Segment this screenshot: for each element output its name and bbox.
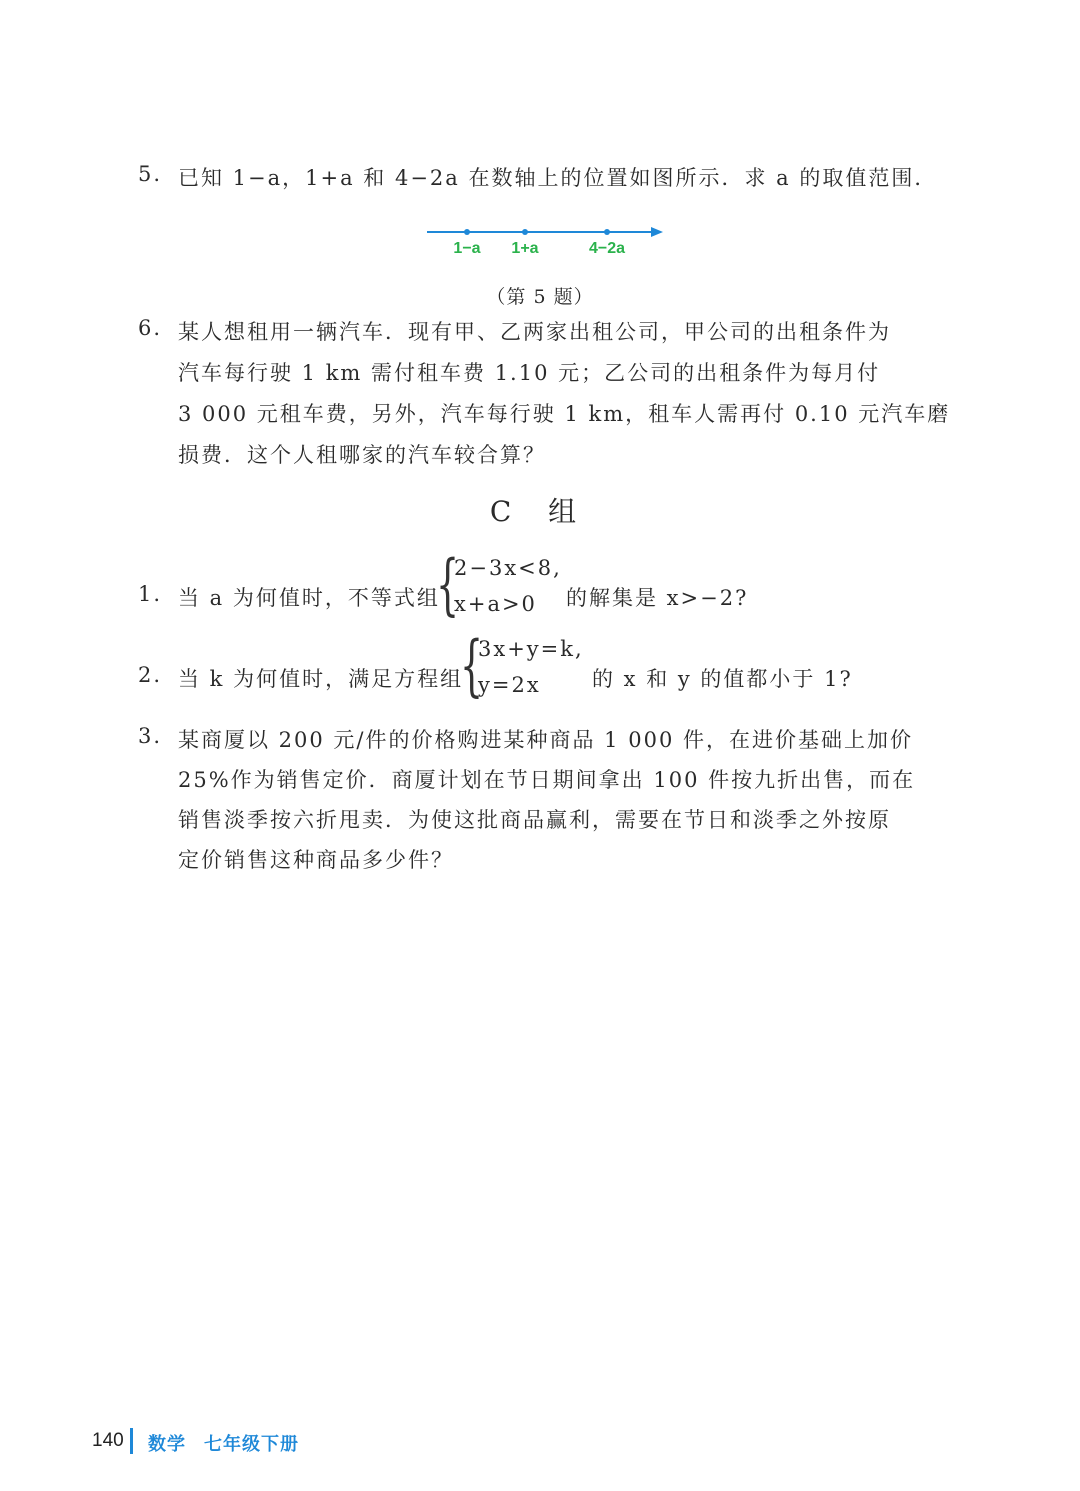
- page-number: 140: [92, 1430, 124, 1451]
- section-title: C 组: [489, 495, 591, 528]
- point-1-minus-a: [464, 229, 470, 235]
- question-c2: [138, 627, 858, 723]
- system-line-2: x+a>0: [454, 592, 537, 616]
- system-line-1: 2−3x<8,: [454, 556, 562, 580]
- question-line: 某商厦以 200 元/件的价格购进某种商品 1 000 件，在进价基础上加价: [178, 728, 913, 752]
- footer-subject: 数学: [148, 1434, 186, 1455]
- question-line: 25%作为销售定价．商厦计划在节日期间拿出 100 件按九折出售，而在: [178, 768, 916, 792]
- question-line: 3 000 元租车费，另外，汽车每行驶 1 km，租车人需再付 0.10 元汽车磨: [178, 402, 951, 426]
- question-line: 定价销售这种商品多少件？: [178, 848, 454, 872]
- question-line: 损费．这个人租哪家的汽车较合算？: [178, 443, 546, 467]
- footer-divider: [130, 1428, 133, 1454]
- system-line-1: 3x+y=k,: [478, 637, 584, 661]
- question-text-after: 的 x 和 y 的值都小于 1?: [592, 667, 853, 691]
- question-text: 已知 1−a，1+a 和 4−2a 在数轴上的位置如图所示．求 a 的取值范围．: [178, 166, 938, 190]
- label-1-minus-a: 1−a: [453, 240, 481, 257]
- label-4-minus-2a: 4−2a: [588, 240, 626, 257]
- system-line-2: y=2x: [478, 673, 541, 697]
- question-text-before: 当 k 为何值时，满足方程组: [178, 667, 464, 691]
- footer-book-title: [148, 1430, 317, 1456]
- question-line: 汽车每行驶 1 km 需付租车费 1.10 元；乙公司的出租条件为每月付: [178, 361, 881, 385]
- question-number: 5.: [138, 162, 163, 186]
- axis-arrow-icon: [651, 227, 663, 237]
- brace-icon: {: [436, 546, 461, 623]
- question-number: 1.: [138, 582, 163, 606]
- question-line: 某人想租用一辆汽车．现有甲、乙两家出租公司，甲公司的出租条件为: [178, 320, 891, 344]
- question-number: 6.: [138, 316, 163, 340]
- question-line: 销售淡季按六折甩卖．为使这批商品赢利，需要在节日和淡季之外按原: [178, 808, 891, 832]
- point-4-minus-2a: [604, 229, 610, 235]
- question-number: 3.: [138, 724, 163, 748]
- footer-grade: 七年级下册: [204, 1434, 299, 1455]
- number-line-figure: [425, 222, 665, 258]
- question-c1: [138, 546, 838, 642]
- point-1-plus-a: [522, 229, 528, 235]
- figure-caption: （第 5 题）: [486, 286, 594, 308]
- question-text-after: 的解集是 x>−2?: [566, 586, 749, 610]
- question-number: 2.: [138, 663, 163, 687]
- question-text-before: 当 a 为何值时，不等式组: [178, 586, 440, 610]
- equation-system: [460, 627, 602, 709]
- label-1-plus-a: 1+a: [511, 240, 539, 257]
- inequality-system: [436, 546, 578, 628]
- brace-icon: {: [460, 627, 485, 704]
